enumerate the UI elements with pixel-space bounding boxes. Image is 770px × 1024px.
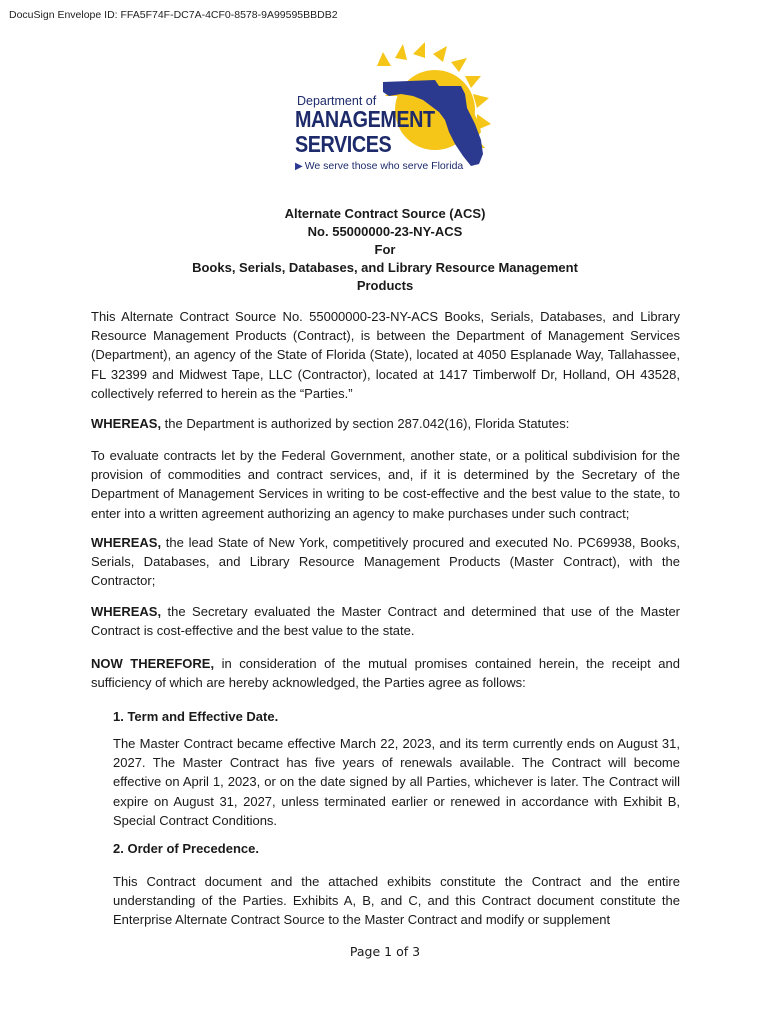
title-line-3: For (374, 242, 396, 257)
section-1-heading: 1. Term and Effective Date. (113, 709, 279, 724)
whereas-2-paragraph (91, 533, 680, 591)
statute-text: To evaluate contracts let by the Federal Government, another state, or a political subdivision for the provision of commodities and contract services, and, if it is determined by the Secretary of the Department of Management Services in writing to be cost-effective and the best value to the state, to enter into a written agreement authorizing an agency to make purchases under such contract; (91, 448, 680, 521)
document-title (0, 205, 770, 295)
statute-paragraph (91, 446, 680, 523)
whereas-3-text: the Secretary evaluated the Master Contract and determined that use of the Master Contract is cost-effective and the best value to the state. (91, 604, 680, 639)
intro-paragraph (91, 307, 680, 403)
play-arrow-icon: ▶ (295, 161, 303, 172)
now-therefore-lead: NOW THEREFORE, (91, 656, 215, 671)
logo-department-of: Department of (297, 94, 377, 108)
section-2-body: This Contract document and the attached exhibits constitute the Contract and the entire understanding of the Parties. Exhibits A, B, and C, and this Contract document constitute the Enterprise Alternate Contract Source to the Master Contract and modify or supplement (113, 874, 680, 928)
logo-tagline (295, 160, 463, 172)
now-therefore-paragraph (91, 654, 680, 692)
logo-management: MANAGEMENT (295, 106, 435, 132)
intro-text: This Alternate Contract Source No. 55000000-23-NY-ACS Books, Serials, Databases, and Library Resource Management Products (Contract), is between the Department of Management Services (Department), an agency of the State of Florida (State), located at 4050 Esplanade Way, Tallahassee, FL 32399 and Midwest Tape, LLC (Contractor), located at 1417 Timberwolf Dr, Holland, OH 43528, collectively referred to herein as the “Parties.” (91, 309, 680, 401)
whereas-2-lead: WHEREAS, (91, 535, 162, 550)
whereas-2-text: the lead State of New York, competitively procured and executed No. PC69938, Books, Serials, Databases, and Library Resource Management Products (Master Contract), with the Contractor; (91, 535, 680, 589)
section-1-body: The Master Contract became effective March 22, 2023, and its term currently ends on August 31, 2027. The Master Contract has five years of renewals available. The Contract will become effective on April 1, 2023, or on the date signed by all Parties, whichever is later. The Contract will expire on August 31, 2027, unless terminated earlier or renewed in accordance with Exhibit B, Special Contract Conditions. (113, 736, 680, 828)
logo-tagline-text: We serve those who serve Florida (304, 160, 464, 172)
whereas-1-lead: WHEREAS, (91, 416, 162, 431)
section-2-heading: 2. Order of Precedence. (113, 841, 259, 856)
logo-services: SERVICES (295, 131, 392, 157)
whereas-3-paragraph (91, 602, 680, 640)
docusign-envelope-id: DocuSign Envelope ID: FFA5F74F-DC7A-4CF0-8578-9A99595BBDB2 (9, 9, 338, 21)
now-therefore-text: in consideration of the mutual promises contained herein, the receipt and sufficiency of which are hereby acknowledged, the Parties agree as follows: (91, 656, 680, 691)
title-line-5: Products (356, 278, 414, 293)
title-line-4: Books, Serials, Databases, and Library Resource Management (192, 260, 578, 275)
title-line-2: No. 55000000-23-NY-ACS (307, 224, 463, 239)
dms-logo (285, 40, 515, 180)
whereas-3-lead: WHEREAS, (91, 604, 162, 619)
page-number: Page 1 of 3 (349, 944, 421, 959)
title-line-1: Alternate Contract Source (ACS) (284, 206, 486, 221)
whereas-1-text: the Department is authorized by section 287.042(16), Florida Statutes: (161, 416, 570, 431)
whereas-1-paragraph (91, 414, 680, 433)
